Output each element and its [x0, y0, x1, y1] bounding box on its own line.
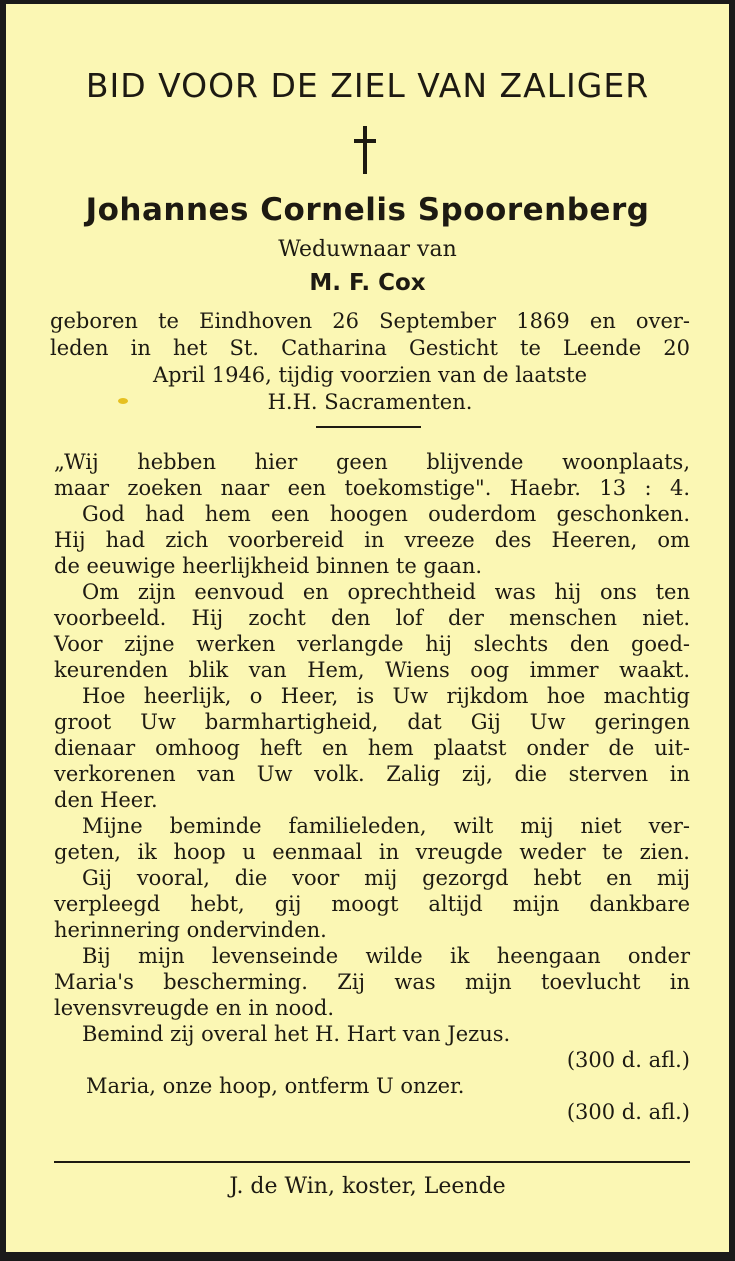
footer-rule: [54, 1161, 690, 1163]
text-line: de eeuwige heerlijkheid binnen te gaan.: [54, 554, 483, 578]
text-line: Om zijn eenvoud en oprechtheid was hij ons ten: [82, 580, 690, 604]
text-line: verkorenen van Uw volk. Zalig zij, die sterven in: [54, 762, 690, 786]
cross-icon: [354, 126, 376, 174]
bio-line: H.H. Sacramenten.: [267, 390, 473, 414]
text-line: verpleegd hebt, gij moogt altijd mijn dankbare: [54, 892, 690, 916]
text-line: den Heer.: [54, 788, 158, 812]
text-line: maar zoeken naar een toekomstige". Haebr. 13 : 4.: [54, 476, 690, 500]
text-line: Hij had zich voorbereid in vreeze des Heeren, om: [54, 528, 690, 552]
text-line: geten, ik hoop u eenmaal in vreugde weder te zien.: [54, 840, 690, 864]
text-line: Voor zijne werken verlangde hij slechts den goed-: [54, 632, 690, 656]
text-line: God had hem een hoogen ouderdom geschonken.: [82, 502, 690, 526]
text-line: Bij mijn levenseinde wilde ik heengaan onder: [82, 944, 690, 968]
prayer-card: [6, 4, 729, 1252]
card-title: BID VOOR DE ZIEL VAN ZALIGER: [85, 66, 650, 105]
bio-line: April 1946, tijdig voorzien van de laatste: [152, 363, 588, 387]
indulgence-note: (300 d. afl.): [566, 1100, 690, 1124]
text-line: „Wij hebben hier geen blijvende woonplaats,: [54, 450, 690, 474]
text-line: dienaar omhoog heft en hem plaatst onder de uit-: [54, 736, 690, 760]
memorial-text: [54, 449, 690, 1125]
text-line: voorbeeld. Hij zocht den lof der menschen niet.: [54, 606, 690, 630]
indulgence-note: (300 d. afl.): [566, 1048, 690, 1072]
relation-label: Weduwnaar van: [278, 237, 457, 262]
text-line: keurenden blik van Hem, Wiens oog immer waakt.: [54, 658, 690, 682]
text-line: levensvreugde en in nood.: [54, 996, 335, 1020]
text-line: herinnering ondervinden.: [54, 918, 327, 942]
text-line: groot Uw barmhartigheid, dat Gij Uw geringen: [54, 710, 690, 734]
text-line: Bemind zij overal het H. Hart van Jezus.: [82, 1022, 511, 1046]
stain-mark: [118, 398, 128, 404]
deceased-name: Johannes Cornelis Spoorenberg: [85, 192, 650, 228]
spouse-name: M. F. Cox: [309, 270, 426, 296]
bio-line: geboren te Eindhoven 26 September 1869 en over-: [50, 309, 690, 333]
biography: [50, 308, 690, 416]
text-line: Mijne beminde familieleden, wilt mij niet ver-: [82, 814, 690, 838]
bio-line: leden in het St. Catharina Gesticht te Leende 20: [50, 336, 690, 360]
text-line: Hoe heerlijk, o Heer, is Uw rijkdom hoe machtig: [82, 684, 690, 708]
text-line: Gij vooral, die voor mij gezorgd hebt en mij: [82, 866, 690, 890]
printer-credit: J. de Win, koster, Leende: [229, 1174, 506, 1199]
text-line: Maria's bescherming. Zij was mijn toevlucht in: [54, 970, 690, 994]
separator-rule: [316, 426, 421, 428]
text-line: Maria, onze hoop, ontferm U onzer.: [86, 1074, 465, 1098]
